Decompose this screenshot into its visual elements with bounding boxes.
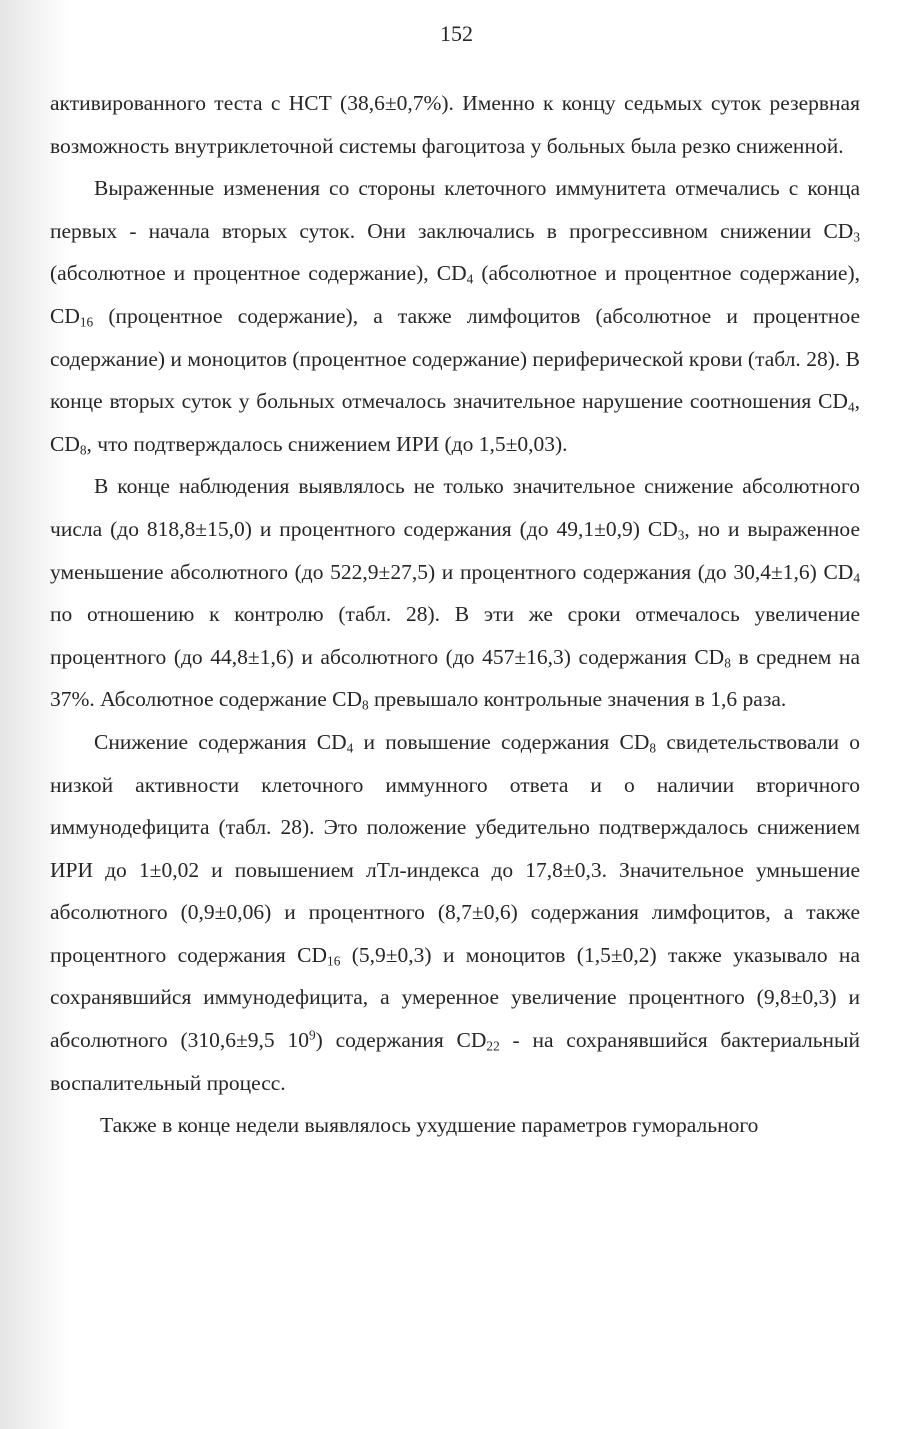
page-number: 152 [440, 21, 473, 46]
paragraph: активированного теста с НСТ (38,6±0,7%). Именно к концу седьмых суток резервная возможность внутриклеточной системы фагоцитоза у больных была резко сниженной. [50, 91, 860, 158]
paragraph: Также в конце недели выявлялось ухудшение параметров гуморального [100, 1113, 759, 1138]
paragraph: Выраженные изменения со стороны клеточного иммунитета отмечались с конца первых - начала вторых суток. Они заключались в прогрессивном снижении $CD_3$ (абсолютное и процентное содержание), $CD_4$ (абсолютное и процентное содержание), $CD_{16}$ (процентное содержание), а также лимфоцитов (абсолютное и процентное содержание) и моноцитов (процентное содержание) периферической крови (табл. 28). В конце вторых суток у больных отмечалось значительное нарушение соотношения $CD_4$, $CD_8$, что подтверждалось снижением ИРИ (до 1,5±0,03). [50, 176, 860, 458]
body-text [50, 82, 860, 1147]
paragraph: В конце наблюдения выявлялось не только значительное снижение абсолютного числа (до 818,8±15,0) и процентного содержания (до 49,1±0,9) $CD_3$, но и выраженное уменьшение абсолютного (до 522,9±27,5) и процентного содержания (до 30,4±1,6) $CD_4$ по отношению к контролю (табл. 28). В эти же сроки отмечалось увеличение процентного (до 44,8±1,6) и абсолютного (до 457±16,3) содержания $CD_8$ в среднем на 37%. Абсолютное содержание $CD_8$ превышало контрольные значения в 1,6 раза. [50, 474, 860, 714]
paragraph: Снижение содержания $CD_4$ и повышение содержания $CD_8$ свидетельствовали о низкой активности клеточного иммунного ответа и о наличии вторичного иммунодефицита (табл. 28). Это положение убедительно подтверждалось снижением ИРИ до 1±0,02 и повышением лТл-индекса до 17,8±0,3. Значительное умньшение абсолютного (0,9±0,06) и процентного (8,7±0,6) содержания лимфоцитов, а также процентного содержания $CD_{16}$ (5,9±0,3) и моноцитов (1,5±0,2) также указывало на сохранявшийся иммунодефицита, а умеренное увеличение процентного (9,8±0,3) и абсолютного (310,6±9,5 $10^9$) содержания $CD_{22}$ - на сохранявшийся бактериальный воспалительный процесс. [50, 729, 861, 1095]
